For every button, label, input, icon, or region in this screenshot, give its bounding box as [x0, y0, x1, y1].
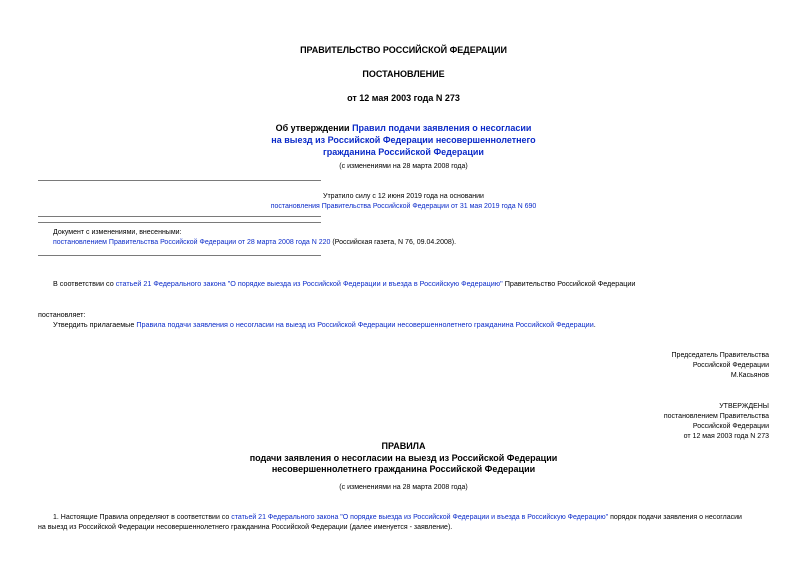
rules-title-line3: несовершеннолетнего гражданина Российской Федерации: [271, 464, 536, 474]
signature-org: Российской Федерации: [692, 362, 769, 369]
amendments-link[interactable]: постановлением Правительства Российской Федерации от 28 марта 2008 года N 220: [53, 239, 331, 246]
header-doc-type: ПОСТАНОВЛЕНИЕ: [362, 69, 445, 79]
rules-law-link[interactable]: статьей 21 Федерального закона "О порядке выезда из Российской Федерации и въезда в Российскую Федерацию": [231, 514, 609, 521]
expired-line: Утратило силу с 12 июня 2019 года на основании: [323, 193, 484, 200]
subject-link-line3[interactable]: гражданина Российской Федерации: [323, 147, 484, 157]
decree-text: Утвердить прилагаемые Правила подачи заявления о несогласии на выезд из Российской Федерации несовершеннолетнего гражданина Российской Федерации.: [53, 320, 596, 329]
rules-title-line2: подачи заявления о несогласии на выезд из Российской Федерации: [249, 452, 558, 463]
amendments-line: [53, 239, 456, 246]
approval-block: [664, 402, 769, 442]
approval-date: от 12 мая 2003 года N 273: [683, 433, 769, 440]
approval-org: Российской Федерации: [692, 423, 769, 430]
decree-rules-link[interactable]: Правила подачи заявления о несогласии на выезд из Российской Федерации несовершеннолетнего гражданина Российской Федерации: [136, 320, 594, 329]
divider-3: [38, 222, 321, 223]
expired-link[interactable]: постановления Правительства Российской Федерации от 31 мая 2019 года N 690: [270, 203, 537, 210]
signature-title: Председатель Правительства: [671, 352, 769, 359]
preamble-law-link[interactable]: статьей 21 Федерального закона "О порядке выезда из Российской Федерации и въезда в Российскую Федерацию": [115, 279, 503, 288]
rules-paragraph-1: 1. Настоящие Правила определяют в соответствии со статьей 21 Федерального закона "О порядке выезда из Российской Федерации и въезда в Российскую Федерацию" порядок подачи заявления о несогласии: [53, 514, 742, 521]
divider-1: [38, 180, 321, 181]
subject-link-line2[interactable]: на выезд из Российской Федерации несовершеннолетнего: [271, 135, 536, 145]
header-date-number: от 12 мая 2003 года N 273: [347, 93, 460, 103]
decree-word: постановляет:: [38, 310, 86, 319]
rules-paragraph-1-line2: на выезд из Российской Федерации несовершеннолетнего гражданина Российской Федерации (далее именуется - заявление).: [38, 524, 453, 531]
signature-name: М.Касьянов: [730, 372, 769, 379]
divider-2: [38, 216, 321, 217]
header-government: ПРАВИТЕЛЬСТВО РОССИЙСКОЙ ФЕДЕРАЦИИ: [300, 45, 507, 55]
approval-decree: постановлением Правительства: [663, 413, 769, 420]
divider-4: [38, 255, 321, 256]
amendments-tail: (Российская газета, N 76, 09.04.2008).: [330, 239, 457, 246]
amend-note: (с изменениями на 28 марта 2008 года): [339, 163, 468, 170]
rules-amend-note: (с изменениями на 28 марта 2008 года): [339, 484, 468, 491]
rules-title: ПРАВИЛА: [381, 441, 426, 451]
signature-block: [672, 351, 769, 381]
subject-title: [0, 122, 807, 158]
amendments-label: Документ с изменениями, внесенными:: [53, 229, 182, 236]
preamble: В соответствии со статьей 21 Федерального закона "О порядке выезда из Российской Федерации и въезда в Российскую Федерацию" Правительство Российской Федерации: [53, 279, 636, 288]
rules-heading: [0, 441, 807, 476]
approval-word: УТВЕРЖДЕНЫ: [719, 403, 769, 410]
subject-prefix: Об утверждении: [275, 123, 353, 133]
subject-link[interactable]: Правил подачи заявления о несогласии: [352, 123, 532, 133]
